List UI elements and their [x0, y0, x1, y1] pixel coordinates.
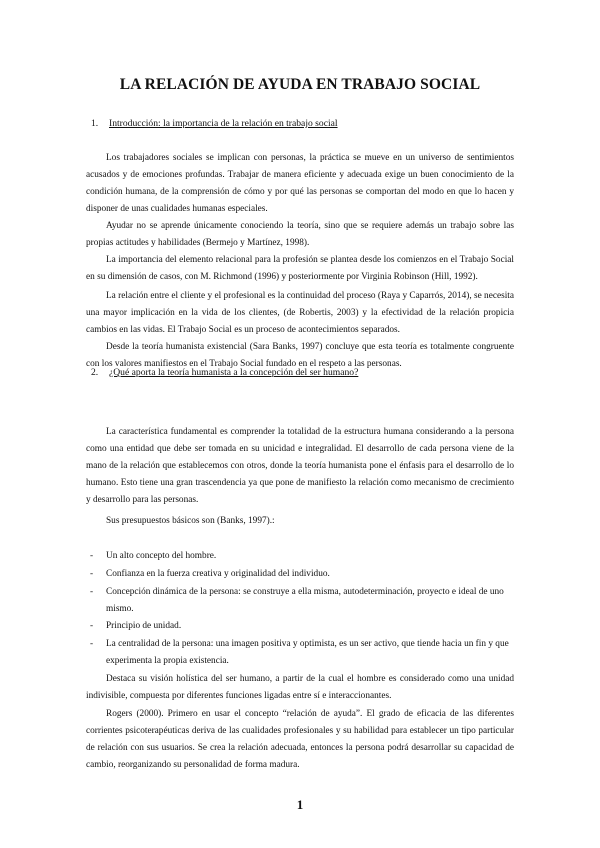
paragraph: Desde la teoría humanista existencial (Sara Banks, 1997) concluye que esta teoría es totalmente congruente con los valores manifiestos en el Trabajo Social fundado en el respeto a las personas. [86, 342, 514, 369]
page-number: 1 [296, 797, 304, 812]
section-2-number: 2. [91, 367, 99, 378]
section-2-heading [91, 367, 358, 378]
section-1-title: Introducción: la importancia de la relación en trabajo social [109, 118, 338, 129]
paragraph: Sus presupuestos básicos son (Banks, 1997).: [106, 516, 275, 526]
section-2-title: ¿Qué aporta la teoría humanista a la concepción del ser humano? [109, 367, 359, 378]
document-title: LA RELACIÓN DE AYUDA EN TRABAJO SOCIAL [119, 76, 481, 93]
paragraph: La característica fundamental es comprender la totalidad de la estructura humana considerando a la persona como una entidad que debe ser tomada en su unicidad e integralidad. El desarrollo de cada persona viene de la mano de la relación que establecemos con otros, donde la teoría humanista pone el énfasis para el desarrollo de lo humano. Esto tiene una gran trascendencia ya que pone de manifiesto la relación como mecanismo de crecimiento y desarrollo para las personas. [86, 427, 514, 505]
paragraph: Destaca su visión holística del ser humano, a partir de la cual el hombre es considerado como una unidad indivisible, compuesta por diferentes funciones ligadas entre sí e interaccionantes. [86, 674, 514, 701]
paragraph: Los trabajadores sociales se implican con personas, la práctica se mueve en un universo de sentimientos acusados y de emociones profundas. Trabajar de manera eficiente y adecuada exige un buen conocimiento de la condición humana, de la comprensión de cómo y por qué las personas se comportan del modo en que lo hacen y disponer de unas cualidades humanas especiales. [86, 153, 514, 214]
paragraph: La relación entre el cliente y el profesional es la continuidad del proceso (Raya y Caparrós, 2014), se necesita una mayor implicación en la vida de los clientes, (de Robertis, 2003) y la efectividad de la relación propicia cambios en las vidas. El Trabajo Social es un proceso de acontecimientos separados. [86, 291, 514, 335]
document-page: LA RELACIÓN DE AYUDA EN TRABAJO SOCIAL 1. Introducción: la importancia de la relación en trabajo social Los trabajadores sociales se implican con personas, la práctica se mueve en un universo de sentimientos acusados y de emociones profundas. Trabajar de manera eficiente y adecuada exige un buen conocimiento de la condición humana, de la comprensión de cómo y por qué las personas se comportan del modo en que lo hacen y disponer de unas cualidades humanas especiales. Ayudar no se aprende únicamente conociendo la teoría, sino que se requiere además un trabajo sobre las propias actitudes y habilidades (Bermejo y Martínez, 1998). La importancia del elemento relacional para la profesión se plantea desde los comienzos en el Trabajo Social en su dimensión de casos, con M. Richmond (1996) y posteriormente por Virginia Robinson (Hill, 1992). La relación entre el cliente y el profesional es la continuidad del proceso (Raya y Caparrós, 2014), se necesita una mayor implicación en la vida de los clientes, (de Robertis, 2003) y la efectividad de la relación propicia cambios en las vidas. El Trabajo Social es un proceso de acontecimientos separados. Desde la teoría humanista existencial (Sara Banks, 1997) concluye que esta teoría es totalmente congruente con los valores manifiestos en el Trabajo Social fundado en el respeto a las personas. 2. ¿Qué aporta la teoría humanista a la concepción del ser humano? La característica fundamental es comprender la totalidad de la estructura humana considerando a la persona como una entidad que debe ser tomada en su unicidad e integralidad. El desarrollo de cada persona viene de la mano de la relación que establecemos con otros, donde la teoría humanista pone el énfasis para el desarrollo de lo humano. Esto tiene una gran trascendencia ya que pone de manifiesto la relación como mecanismo de crecimiento y desarrollo para las personas. Sus presupuestos básicos son (Banks, 1997).: - Un alto concepto del hombre. - Confianza en la fuerza creativa y originalidad del individuo. - Concepción dinámica de la persona: se construye a ella misma, autodeterminación, proyecto e ideal de uno mismo. - Principio de unidad. - La centralidad de la persona: una imagen positiva y optimista, es un ser activo, que tiende hacia un fin y que experimenta la propia existencia. Destaca su visión holística del ser humano, a partir de la cual el hombre es considerado como una unidad indivisible, compuesta por diferentes funciones ligadas entre sí e interaccionantes. Rogers (2000). Primero en usar el concepto “relación de ayuda”. El grado de eficacia de las diferentes corrientes psicoterapéuticas deriva de las cualidades profesionales y su habilidad para establecer un tipo particular de relación con sus usuarios. Se crea la relación adecuada, entonces la persona podrá desarrollar su capacidad de cambio, reorganizando su personalidad de forma madura. 1 [0, 0, 600, 848]
paragraph: La importancia del elemento relacional para la profesión se plantea desde los comienzos en el Trabajo Social en su dimensión de casos, con M. Richmond (1996) y posteriormente por Virginia Robinson (Hill, 1992). [86, 255, 514, 282]
paragraph: Ayudar no se aprende únicamente conociendo la teoría, sino que se requiere además un trabajo sobre las propias actitudes y habilidades (Bermejo y Martínez, 1998). [86, 221, 514, 248]
paragraph: Rogers (2000). Primero en usar el concepto “relación de ayuda”. El grado de eficacia de las diferentes corrientes psicoterapéuticas deriva de las cualidades profesionales y su habilidad para establecer un tipo particular de relación con sus usuarios. Se crea la relación adecuada, entonces la persona podrá desarrollar su capacidad de cambio, reorganizando su personalidad de forma madura. [86, 709, 514, 770]
section-1-heading [91, 118, 338, 129]
section-1-number: 1. [91, 118, 99, 129]
